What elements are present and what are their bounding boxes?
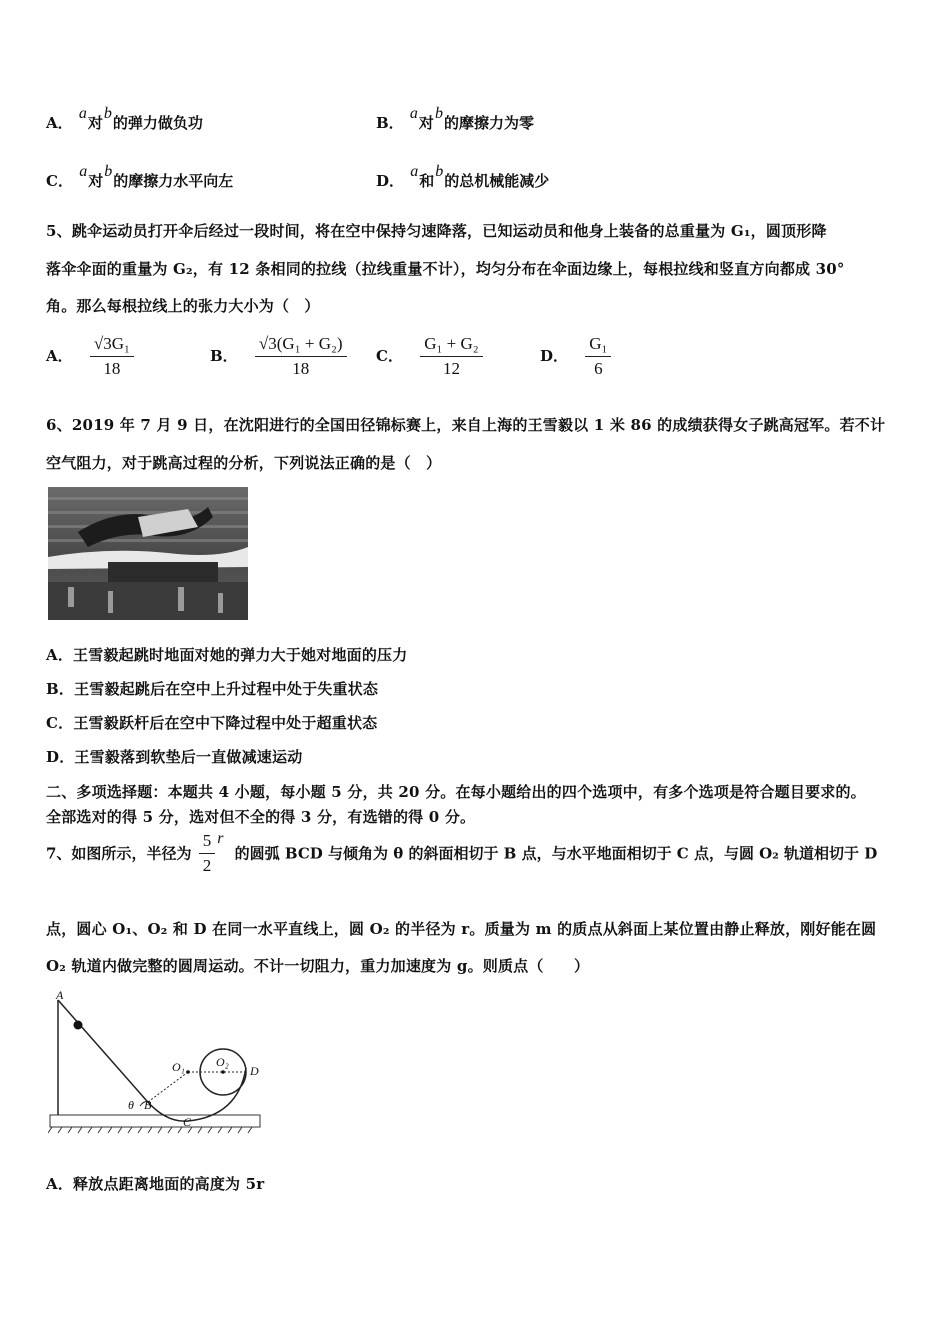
var-b: b [104,163,113,180]
q7-line-1 [46,830,877,876]
q4-option-c [46,163,234,191]
numerator: √3G₁ [90,334,134,357]
high-jump-photo-icon [48,487,248,620]
denominator: 2 [202,855,212,875]
q6-option-b: B．王雪毅起跳后在空中上升过程中处于失重状态 [46,680,379,698]
q5-line-2: 落伞伞面的重量为 G₂，有 12 条相同的拉线（拉线重量不计），均匀分布在伞面边缘上，每根拉线和竖直方向都成 30° [46,260,845,278]
fraction [585,334,611,379]
q6-line-1: 6、2019 年 7 月 9 日，在沈阳进行的全国田径锦标赛上，来自上海的王雪毅以 1 米 86 的成绩获得女子跳高冠军。若不计 [46,416,886,434]
label-a: A [56,988,64,1002]
q6-option-c: C．王雪毅跃杆后在空中下降过程中处于超重状态 [46,714,378,732]
connector: 和 [419,172,435,190]
q7-line-3: O₂ 轨道内做完整的圆周运动。不计一切阻力，重力加速度为 g。则质点（ ） [46,957,590,975]
option-label: D． [376,172,405,190]
option-label: B． [210,346,238,365]
var-b: b [435,163,444,180]
option-text: 的摩擦力水平向左 [113,172,234,190]
var-a: a [79,163,88,180]
var-a: a [78,105,87,122]
fraction [199,831,216,876]
label-c: C [183,1115,192,1129]
denominator: 18 [292,359,310,378]
q5-line-1: 5、跳伞运动员打开伞后经过一段时间，将在空中保持匀速降落，已知运动员和他身上装备的总重量为 G₁，圆顶形降 [46,222,827,240]
numerator: √3(G₁ + G₂) [255,334,347,357]
q4-option-b [376,105,534,133]
var-b: b [103,105,112,122]
section2-line-1: 二、多项选择题：本题共 4 小题，每小题 5 分，共 20 分。在每小题给出的四个选项中，有多个选项是符合题目要求的。 [46,783,866,801]
option-label: B． [376,114,404,132]
label-o1: O₁ [172,1060,185,1074]
numerator: 5 [199,831,216,854]
q5-option-a [46,334,134,379]
option-label: D． [540,346,569,365]
high-jump-photo [48,487,248,620]
q7-option-a: A．释放点距离地面的高度为 5r [46,1175,265,1193]
q6-option-d: D．王雪毅落到软垫后一直做减速运动 [46,748,303,766]
label-o2: O₂ [216,1055,229,1069]
denominator: 12 [442,359,460,378]
option-label: C． [376,346,403,365]
numerator: G₁ [585,334,611,357]
q5-option-d [540,334,611,379]
option-text: 的弹力做负功 [112,114,203,132]
label-b: B [144,1098,152,1112]
option-text: 的摩擦力为零 [443,114,534,132]
q7-prefix: 7、如图所示，半径为 [46,844,192,863]
var-a: a [409,105,418,122]
var-r: r [217,830,224,847]
q5-option-b [210,334,347,379]
q5-option-c [376,334,483,379]
q7-line-2: 点，圆心 O₁、O₂ 和 D 在同一水平直线上，圆 O₂ 的半径为 r。质量为 m 的质点从斜面上某位置由静止释放，刚好能在圆 [46,920,877,938]
q5-line-3: 角。那么每根拉线上的张力大小为（ ） [46,297,320,315]
q4-option-d [376,163,550,191]
option-label: A． [46,346,73,365]
q7-rest: 的圆弧 BCD 与倾角为 θ 的斜面相切于 B 点，与水平地面相切于 C 点，与圆 O₂ 轨道相切于 D [234,844,878,863]
q4-option-a [46,105,203,133]
label-theta: θ [128,1098,134,1112]
q6-option-a: A．王雪毅起跳时地面对她的弹力大于她对地面的压力 [46,646,408,664]
track-diagram [48,988,278,1138]
var-a: a [410,163,419,180]
option-label: A． [46,114,73,132]
fraction [420,334,483,379]
connector: 对 [88,172,104,190]
connector: 对 [87,114,103,132]
fraction [90,334,134,379]
numerator: G₁ + G₂ [420,334,483,357]
connector: 对 [418,114,434,132]
option-label: C． [46,172,73,190]
fraction [255,334,347,379]
q6-line-2: 空气阻力，对于跳高过程的分析，下列说法正确的是（ ） [46,454,442,472]
var-b: b [434,105,443,122]
denominator: 6 [594,359,603,378]
q7-figure [48,988,278,1138]
section2-line-2: 全部选对的得 5 分，选对但不全的得 3 分，有选错的得 0 分。 [46,808,476,826]
label-d: D [250,1064,259,1078]
denominator: 18 [103,359,121,378]
option-text: 的总机械能减少 [444,172,550,190]
